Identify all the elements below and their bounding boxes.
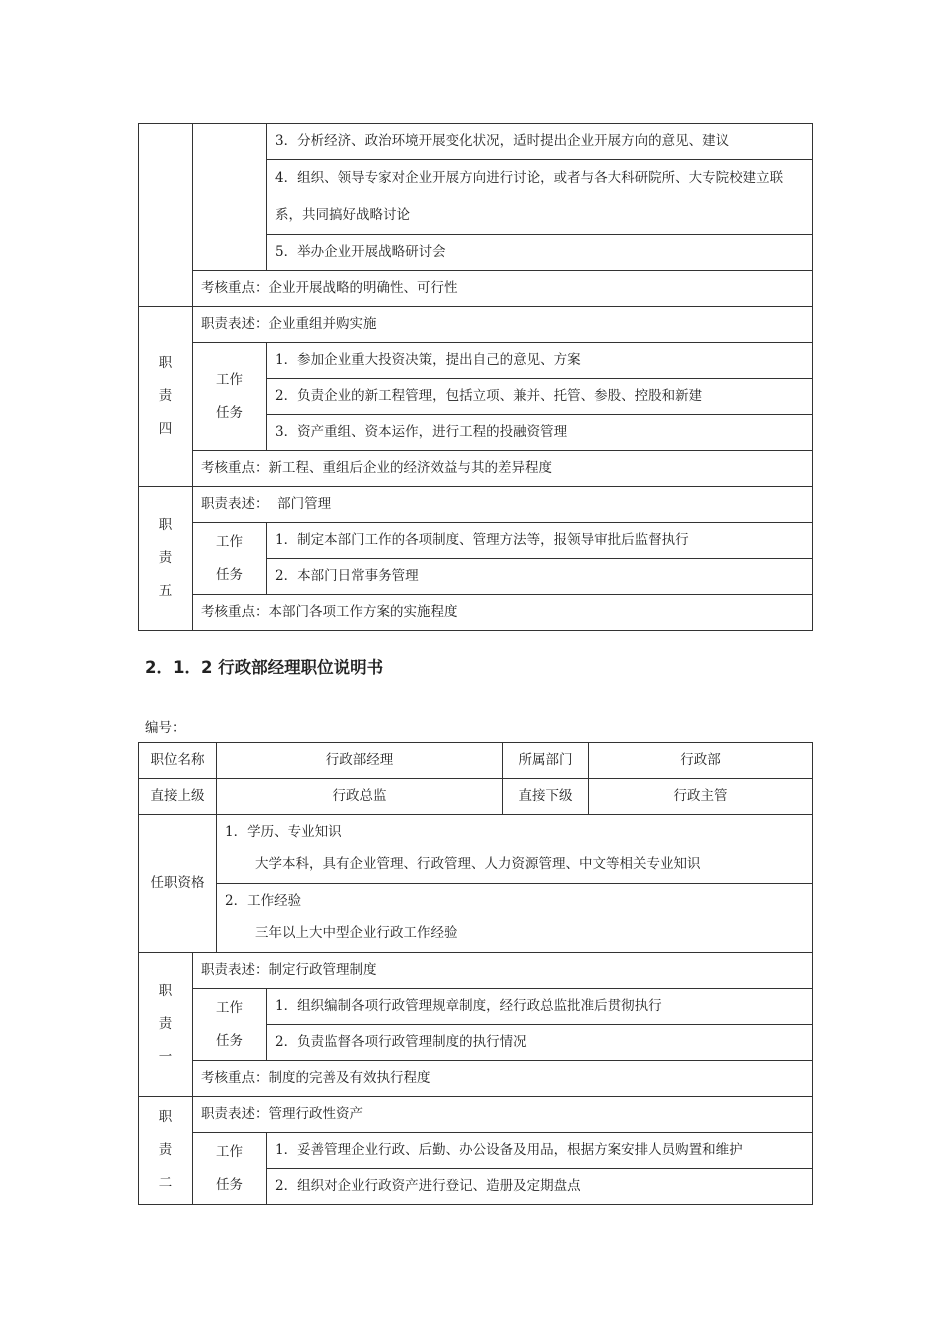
duty-one-label: 职 责 一: [139, 953, 193, 1097]
task-item: 5．举办企业开展战略研讨会: [267, 235, 813, 271]
work-task-label: 工作 任务: [193, 523, 267, 595]
task-item: 3．分析经济、政治环境开展变化状况，适时提出企业开展方向的意见、建议: [267, 124, 813, 160]
document-code-label: 编号：: [145, 720, 186, 736]
assessment-focus: 考核重点：制度的完善及有效执行程度: [193, 1061, 813, 1097]
section-heading: 2．1．2 行政部经理职位说明书: [145, 658, 384, 677]
task-label-cell-blank: [193, 124, 267, 271]
task-item: 3．资产重组、资本运作，进行工程的投融资管理: [267, 415, 813, 451]
direct-superior-value: 行政总监: [217, 779, 503, 815]
duty-description: 职责表述：制定行政管理制度: [193, 953, 813, 989]
task-item: 1．参加企业重大投资决策，提出自己的意见、方案: [267, 343, 813, 379]
department-value: 行政部: [589, 743, 813, 779]
qualification-title: 2．工作经验: [225, 893, 302, 909]
task-item: 2．本部门日常事务管理: [267, 559, 813, 595]
duty-label-cell-blank: [139, 124, 193, 307]
assessment-focus: 考核重点：本部门各项工作方案的实施程度: [193, 595, 813, 631]
duty-description: 职责表述：企业重组并购实施: [193, 307, 813, 343]
task-item: 4．组织、领导专家对企业开展方向进行讨论，或者与各大科研院所、大专院校建立联系，共同搞好战略讨论: [267, 160, 813, 235]
duty-table-continued: [138, 123, 813, 631]
qualification-title: 1．学历、专业知识: [225, 824, 342, 840]
task-item: 1．制定本部门工作的各项制度、管理方法等，报领导审批后监督执行: [267, 523, 813, 559]
duty-description: 职责表述： 部门管理: [193, 487, 813, 523]
work-task-label: 工作 任务: [193, 1133, 267, 1205]
assessment-focus: 考核重点：企业开展战略的明确性、可行性: [193, 271, 813, 307]
work-task-label: 工作 任务: [193, 989, 267, 1061]
task-item: 2．组织对企业行政资产进行登记、造册及定期盘点: [267, 1169, 813, 1205]
duty-description: 职责表述：管理行政性资产: [193, 1097, 813, 1133]
duty-five-label: 职 责 五: [139, 487, 193, 631]
position-description-table: [138, 742, 813, 1205]
qualification-experience: [217, 884, 813, 953]
duty-two-label: 职 责 二: [139, 1097, 193, 1205]
task-item: 1．妥善管理企业行政、后勤、办公设备及用品，根据方案安排人员购置和维护: [267, 1133, 813, 1169]
qualification-body: 三年以上大中型企业行政工作经验: [255, 925, 458, 941]
position-name-label: 职位名称: [139, 743, 217, 779]
assessment-focus: 考核重点：新工程、重组后企业的经济效益与其的差异程度: [193, 451, 813, 487]
direct-superior-label: 直接上级: [139, 779, 217, 815]
qualification-label: 任职资格: [139, 815, 217, 953]
task-item: 2．负责企业的新工程管理，包括立项、兼并、托管、参股、控股和新建: [267, 379, 813, 415]
task-item: 1．组织编制各项行政管理规章制度，经行政总监批准后贯彻执行: [267, 989, 813, 1025]
work-task-label: 工作 任务: [193, 343, 267, 451]
position-name-value: 行政部经理: [217, 743, 503, 779]
task-item: 2．负责监督各项行政管理制度的执行情况: [267, 1025, 813, 1061]
duty-four-label: 职 责 四: [139, 307, 193, 487]
direct-subordinate-label: 直接下级: [503, 779, 589, 815]
direct-subordinate-value: 行政主管: [589, 779, 813, 815]
department-label: 所属部门: [503, 743, 589, 779]
qualification-body: 大学本科，具有企业管理、行政管理、人力资源管理、中文等相关专业知识: [255, 856, 701, 872]
qualification-education: [217, 815, 813, 884]
